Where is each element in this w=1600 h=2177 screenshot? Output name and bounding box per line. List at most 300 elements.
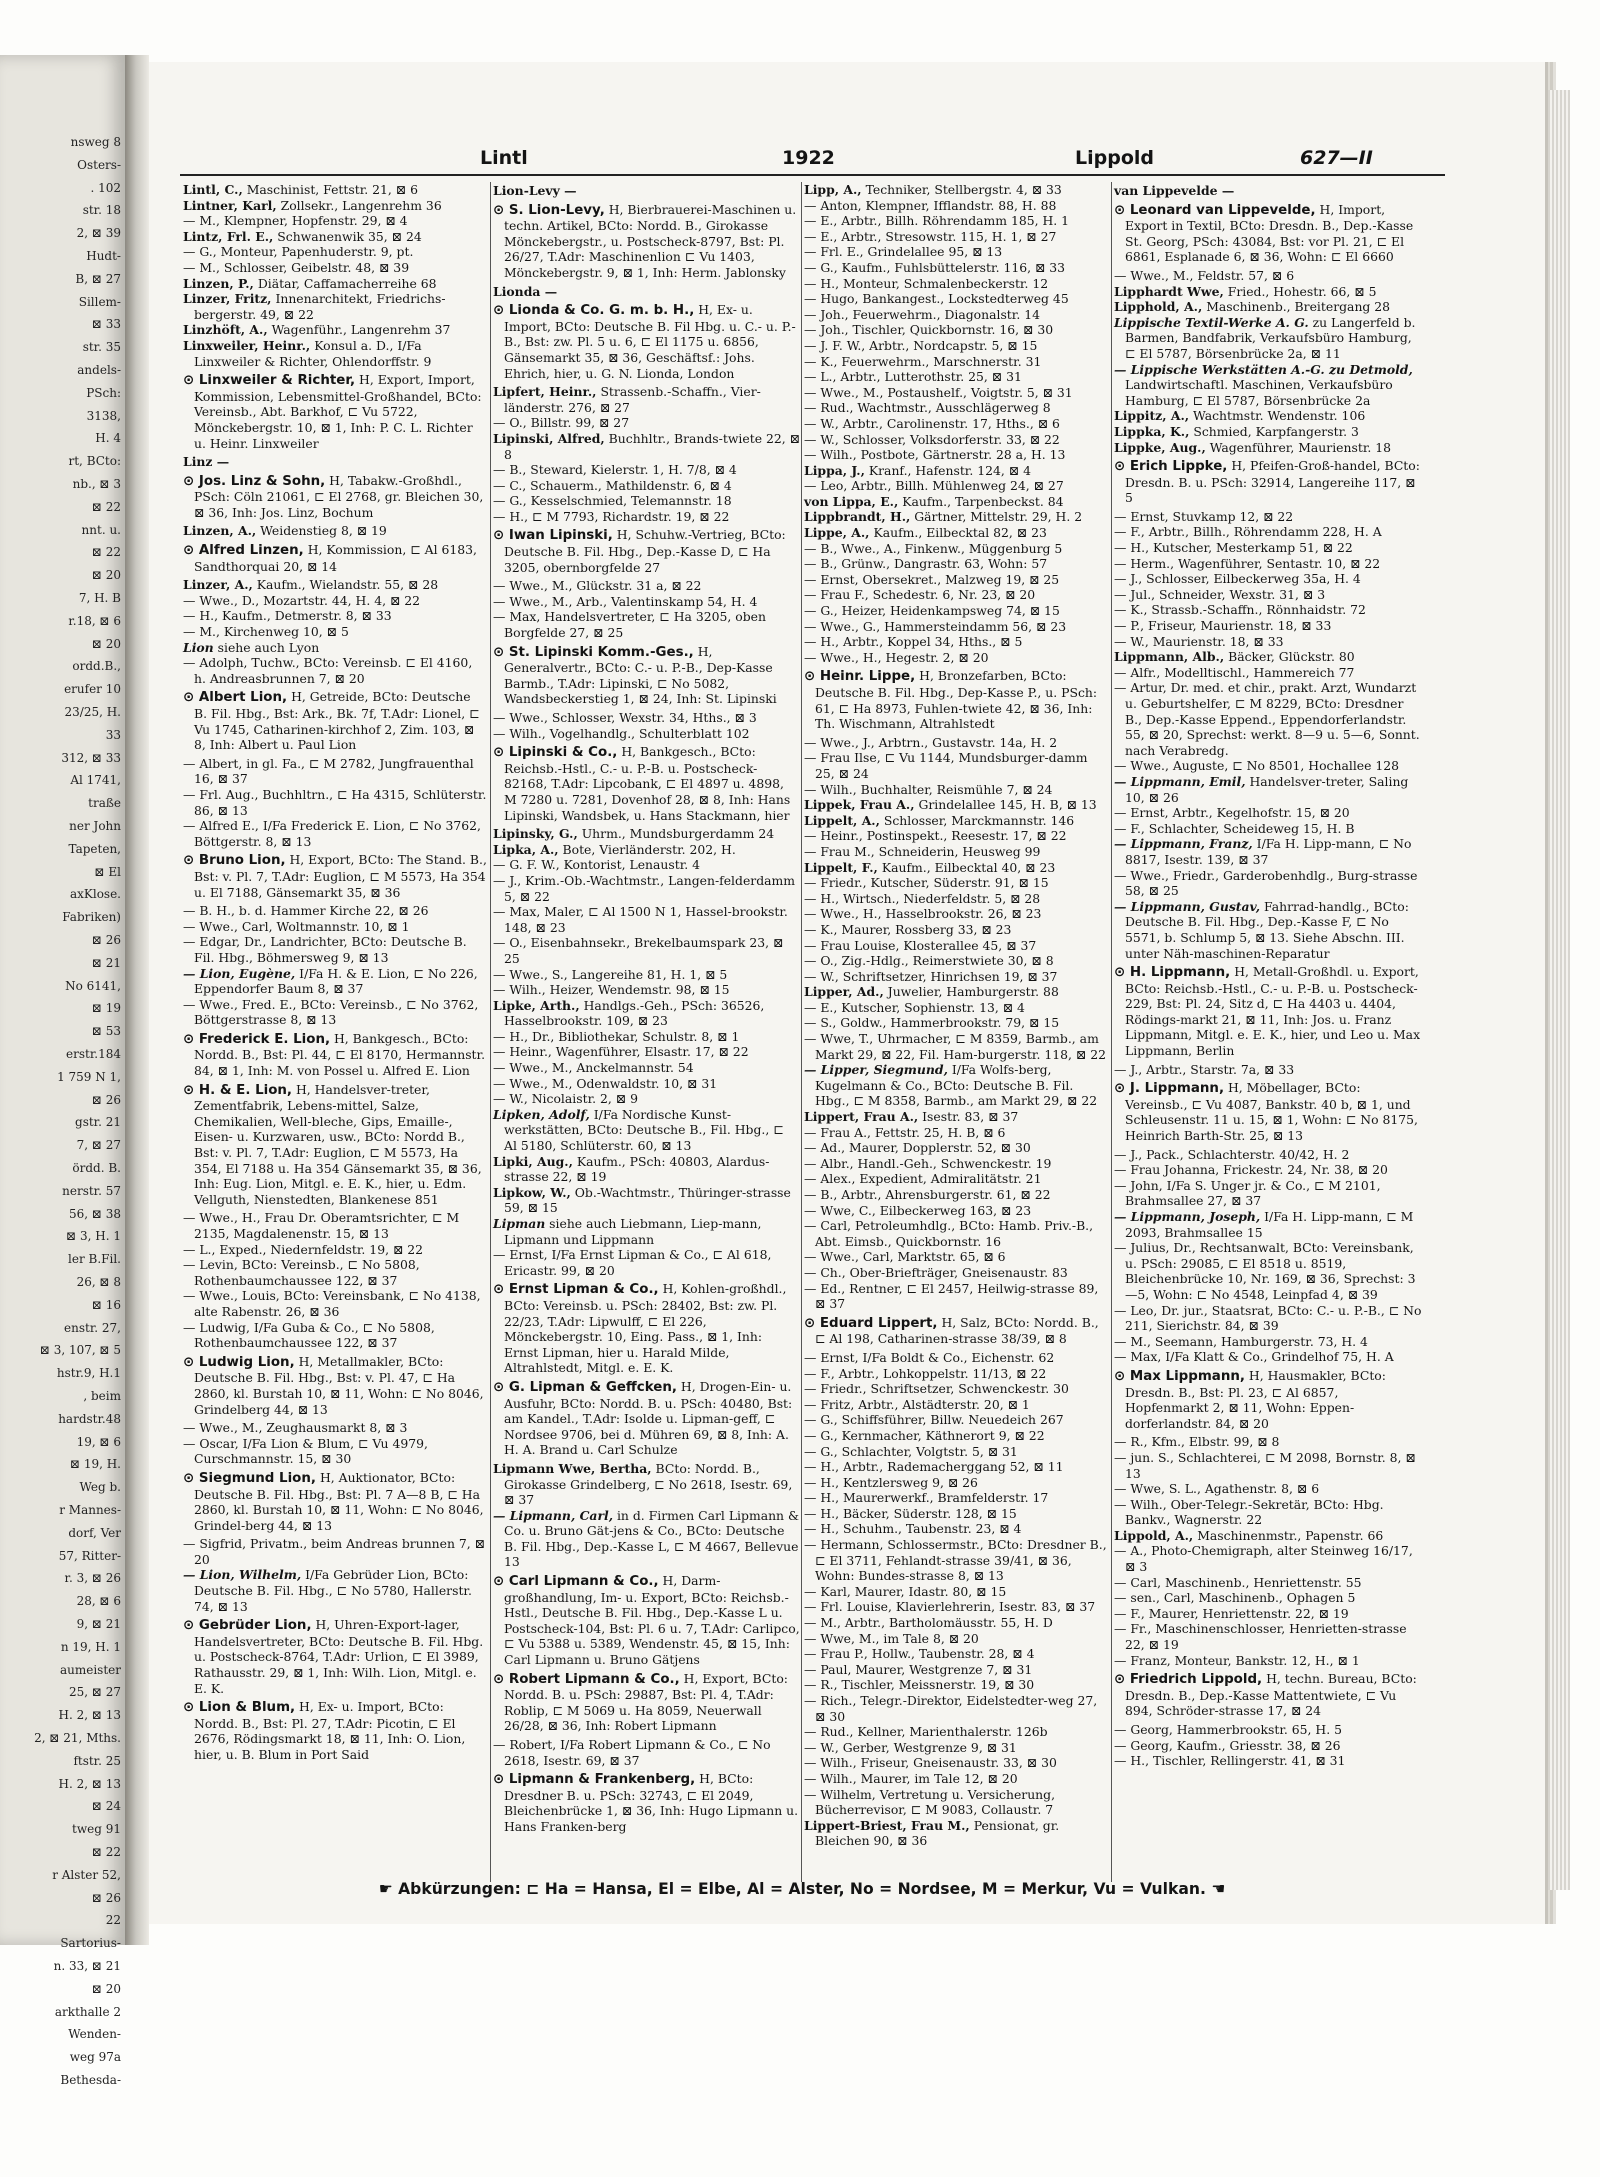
- directory-entry: [804, 922, 1111, 938]
- entry-details: — W., Maurienstr. 18, ⊠ 33: [1114, 633, 1284, 649]
- entry-name: ⊙ Siegmund Lion,: [183, 1470, 316, 1486]
- firm-entry: [493, 302, 800, 381]
- directory-entry: [804, 813, 1111, 829]
- directory-entry: [804, 1724, 1111, 1740]
- entry-name: Lippitz, A.,: [1114, 408, 1190, 424]
- directory-entry: [183, 756, 487, 787]
- firm-entry: [493, 202, 800, 281]
- directory-entry: [804, 556, 1111, 572]
- facing-text-fragment: 57, Ritter-: [58, 1548, 121, 1563]
- header-last-entry: Lippold: [1075, 147, 1154, 169]
- column-3: [804, 182, 1111, 1892]
- directory-entry: [493, 609, 800, 640]
- directory-entry: [183, 655, 487, 686]
- directory-entry: [1114, 805, 1424, 821]
- facing-text-fragment: ⊠ 21: [91, 955, 121, 970]
- entry-details: Schlosser, Marckmannstr. 146: [879, 812, 1075, 828]
- directory-entry: [1114, 602, 1424, 618]
- directory-entry: [804, 1412, 1111, 1428]
- directory-entry: [804, 447, 1111, 463]
- directory-entry: [804, 291, 1111, 307]
- entry-details: — Wwe., J., Arbtrn., Gustavstr. 14a, H. 2: [804, 734, 1058, 750]
- facing-text-fragment: hardstr.48: [58, 1411, 121, 1426]
- entry-details: Kranf., Hafenstr. 124, ⊠ 4: [864, 462, 1031, 478]
- entry-details: I/Fa H. & E. Lion, ⊏ No 226, Eppendorfer Baum 8, ⊠ 37: [194, 965, 478, 997]
- entry-details: — E., Arbtr., Billh. Röhrendamm 185, H. 1: [804, 213, 1070, 229]
- running-header: [160, 141, 1392, 175]
- entry-name: Linzen, P.,: [183, 275, 254, 291]
- directory-entry: [804, 198, 1111, 214]
- facing-text-fragment: Tapeten,: [68, 841, 121, 856]
- entry-name: Lippert, Frau A.,: [804, 1109, 919, 1125]
- facing-text-fragment: ler B.Fil.: [68, 1252, 121, 1267]
- entry-details: Grindelallee 145, H. B, ⊠ 13: [914, 797, 1097, 813]
- entry-details: — Wwe., Carl, Woltmannstr. 10, ⊠ 1: [183, 918, 410, 934]
- entry-details: — Ed., Rentner, ⊏ El 2457, Heilwig-strasse 89, ⊠ 37: [804, 1280, 1099, 1312]
- directory-entry: [493, 1216, 800, 1247]
- entry-name: — Lippmann, Emil,: [1114, 773, 1246, 789]
- entry-details: — Anton, Klempner, Ifflandstr. 88, H. 88: [804, 197, 1057, 213]
- entry-details: — F., Arbtr., Billh., Röhrendamm 228, H. A: [1114, 524, 1382, 540]
- directory-entry: [1114, 1209, 1424, 1240]
- entry-details: H, techn. Bureau, BCto: Dresdn. B., Dep.-Kasse Mattentwiete, ⊏ Vu 894, Schröder-strasse 17, ⊠ 24: [1125, 1671, 1417, 1719]
- directory-entry: [804, 385, 1111, 401]
- facing-text-fragment: No 6141,: [65, 978, 121, 993]
- entry-details: — K., Maurer, Rossberg 33, ⊠ 23: [804, 921, 1012, 937]
- entry-name: ⊙ St. Lipinski Komm.-Ges.,: [493, 644, 694, 660]
- entry-details: — H., Kentzlersweg 9, ⊠ 26: [804, 1474, 978, 1490]
- directory-entry: [1114, 1543, 1424, 1574]
- directory-entry: [804, 860, 1111, 876]
- entry-details: — M., Kirchenweg 10, ⊠ 5: [183, 624, 349, 640]
- entry-details: — Alex., Expedient, Admiralitätstr. 21: [804, 1171, 1042, 1187]
- directory-entry: [493, 1091, 800, 1107]
- directory-entry: [804, 432, 1111, 448]
- entry-name: Lipfert, Heinr.,: [493, 384, 597, 400]
- entry-details: — Herm., Wagenführer, Sentastr. 10, ⊠ 22: [1114, 555, 1381, 571]
- entry-details: — Wwe, C., Eilbeckerweg 163, ⊠ 23: [804, 1202, 1032, 1218]
- entry-details: Buchhltr., Brands-twiete 22, ⊠ 8: [504, 430, 801, 462]
- facing-text-fragment: 23/25, H.: [64, 705, 121, 719]
- facing-text-fragment: 1 759 N 1,: [57, 1069, 121, 1084]
- facing-text-fragment: r Mannes-: [59, 1503, 121, 1517]
- directory-entry: [804, 276, 1111, 292]
- directory-entry: [804, 1646, 1111, 1662]
- entry-details: — Wwe, T., Uhrmacher, ⊏ M 8359, Barmb., am Markt 29, ⊠ 22, Fil. Ham-burgerstr. 118, ⊠ 22: [804, 1031, 1106, 1062]
- directory-entry: [183, 1536, 487, 1567]
- entry-details: — B., Arbtr., Ahrensburgerstr. 61, ⊠ 22: [804, 1187, 1051, 1202]
- facing-text-fragment: ⊠ 3, 107, ⊠ 5: [39, 1343, 121, 1358]
- entry-name: ⊙ Max Lippmann,: [1114, 1368, 1245, 1384]
- facing-text-fragment: Osters-: [77, 157, 121, 172]
- entry-details: — B., Wwe., A., Finkenw., Müggenburg 5: [804, 540, 1063, 556]
- column-divider: [801, 182, 802, 1882]
- directory-entry: [804, 322, 1111, 338]
- facing-text-fragment: tweg 91: [72, 1822, 121, 1837]
- facing-text-fragment: str. 18: [82, 203, 121, 218]
- facing-text-fragment: nb., ⊠ 3: [72, 477, 121, 491]
- entry-details: I/Fa Nordische Kunst-werkstätten, BCto: Deutsche B., Fil. Hbg., ⊏ Al 5180, Schlüterstr. 60, ⊠ 13: [504, 1106, 784, 1154]
- entry-details: — Frau A., Fettstr. 25, H. B, ⊠ 6: [804, 1124, 1006, 1140]
- directory-entry: [1114, 1621, 1424, 1652]
- directory-entry: [804, 1366, 1111, 1382]
- entry-name: ⊙ Albert Lion,: [183, 690, 288, 706]
- directory-entry: [804, 938, 1111, 954]
- facing-text-fragment: enstr. 27,: [64, 1320, 121, 1335]
- entry-name: ⊙ H. Lippmann,: [1114, 965, 1231, 981]
- entry-name: ⊙ Lionda & Co. G. m. b. H.,: [493, 303, 695, 319]
- page-edges: [1548, 90, 1570, 1890]
- directory-entry: [183, 919, 487, 935]
- directory-entry: [183, 291, 487, 322]
- entry-details: Uhrm., Mundsburgerdamm 24: [577, 826, 775, 842]
- entry-details: Bäcker, Glückstr. 80: [1224, 649, 1355, 665]
- facing-text-fragment: str. 35: [82, 340, 121, 355]
- facing-text-fragment: ordd.B.,: [72, 659, 121, 674]
- pointing-hand-icon: ☛: [378, 1880, 399, 1898]
- entry-details: — M., Seemann, Hamburgerstr. 73, H. 4: [1114, 1333, 1368, 1349]
- directory-entry: [183, 577, 487, 593]
- directory-entry: [804, 782, 1111, 798]
- directory-entry: [183, 523, 487, 539]
- entry-details: — G., Kaufm., Fuhlsbüttelerstr. 116, ⊠ 33: [804, 259, 1066, 275]
- firm-entry: [493, 1379, 800, 1458]
- directory-entry: [804, 213, 1111, 229]
- entry-details: H, Hausmakler, BCto: Dresdn. B., Bst: Pl. 23, ⊏ Al 6857, Hopfenmarkt 2, ⊠ 11, Wohn: Eppen-dorferlandstr. 84, ⊠ 20: [1125, 1367, 1386, 1431]
- directory-entry: [804, 1740, 1111, 1756]
- firm-entry: [1114, 1671, 1424, 1719]
- entry-details: — Artur, Dr. med. et chir., prakt. Arzt, Wundarzt u. Geburtshelfer, ⊏ M 8229, BCto: Dresdner B., Dep.-Kasse Eppend., Eppendorferlandstr. 55, ⊠ 20, Sprechst: werkt. 8—9 u. 5—6, Sonnt. nach Verabredg.: [1114, 680, 1420, 758]
- firm-entry: [183, 473, 487, 521]
- facing-text-fragment: . 102: [90, 180, 121, 195]
- facing-text-fragment: ⊠ 19: [91, 1001, 121, 1016]
- entry-details: H, Export, BCto: The Stand. B., Bst: v. Pl. 7, T.Adr: Euglion, ⊏ M 5573, Ha 354 u. El 7188, Gänsemarkt 35, ⊠ 36: [194, 852, 487, 900]
- entry-details: Techniker, Stellbergstr. 4, ⊠ 33: [861, 182, 1062, 197]
- entry-name: ⊙ G. Lipman & Geffcken,: [493, 1379, 677, 1395]
- directory-entry: [1114, 774, 1424, 805]
- directory-entry: [1114, 1062, 1424, 1078]
- directory-entry: [183, 244, 487, 260]
- directory-entry: [804, 1109, 1111, 1125]
- directory-entry: [183, 229, 487, 245]
- entry-details: — B., Steward, Kielerstr. 1, H. 7/8, ⊠ 4: [493, 462, 737, 478]
- firm-entry: [1114, 458, 1424, 506]
- entry-details: — H., Dr., Bibliothekar, Schulstr. 8, ⊠ 1: [493, 1028, 740, 1044]
- directory-entry: [804, 1249, 1111, 1265]
- facing-text-fragment: n. 33, ⊠ 21: [53, 1959, 121, 1973]
- entry-details: — Karl, Maurer, Idastr. 80, ⊠ 15: [804, 1583, 1007, 1599]
- directory-entry: [493, 1737, 800, 1768]
- entry-details: — Wwe., M., Feldstr. 57, ⊠ 6: [1114, 267, 1295, 283]
- entry-details: — G., Monteur, Papenhuderstr. 9, pt.: [183, 244, 414, 260]
- entry-details: — Ch., Ober-Briefträger, Gneisenaustr. 83: [804, 1264, 1068, 1280]
- entry-name: ⊙ Lion & Blum,: [183, 1700, 296, 1716]
- facing-text-fragment: Sillem-: [78, 294, 121, 309]
- directory-entry: [804, 1693, 1111, 1724]
- directory-entry: [804, 953, 1111, 969]
- directory-entry: [1114, 1162, 1424, 1178]
- directory-entry: [493, 904, 800, 935]
- facing-text-fragment: ⊠ El: [94, 864, 121, 879]
- directory-entry: [804, 1615, 1111, 1631]
- facing-text-fragment: ⊠ 22: [91, 1845, 121, 1859]
- directory-entry: [493, 1044, 800, 1060]
- entry-name: ⊙ Jos. Linz & Sohn,: [183, 473, 326, 489]
- directory-entry: [1114, 1450, 1424, 1481]
- entry-details: Handelsver-treter, Saling 10, ⊠ 26: [1125, 773, 1409, 805]
- facing-text-fragment: ⊠ 26: [91, 933, 121, 947]
- entry-details: — Frau Johanna, Frickestr. 24, Nr. 38, ⊠ 20: [1114, 1162, 1388, 1178]
- facing-text-fragment: n 19, H. 1: [60, 1639, 121, 1654]
- entry-details: — H., Monteur, Schmalenbeckerstr. 12: [804, 275, 1049, 291]
- facing-text-fragment: ⊠ 19, H.: [69, 1457, 121, 1472]
- entry-details: Konsul a. D., I/Fa Linxweiler & Richter, Ohlendorffstr. 9: [194, 337, 432, 369]
- entry-details: — Carl, Maschinenb., Henriettenstr. 55: [1114, 1574, 1362, 1590]
- entry-name: Lipper, Ad.,: [804, 984, 884, 1000]
- entry-details: H, Export, BCto: Nordd. B. u. PSch: 29887, Bst: Pl. 4, T.Adr: Roblip, ⊏ M 5069 u. Ha 8059, Neuerwall 26/28, ⊠ 36, Inh: Robert Lipmann: [504, 1670, 788, 1734]
- directory-entry: [804, 1015, 1111, 1031]
- firm-entry: [183, 689, 487, 752]
- firm-entry: [183, 372, 487, 451]
- entry-details: H, Salz, BCto: Nordd. B., ⊏ Al 198, Catharinen-strasse 38/39, ⊠ 8: [815, 1314, 1099, 1347]
- firm-entry: [493, 527, 800, 575]
- directory-entry: [804, 750, 1111, 781]
- directory-entry: [493, 1247, 800, 1278]
- entry-details: — W., Schriftsetzer, Hinrichsen 19, ⊠ 37: [804, 968, 1058, 984]
- book-gutter: [125, 55, 149, 1945]
- entry-name: Lippold, A.,: [1114, 1527, 1194, 1543]
- entry-name: — Lippmann, Joseph,: [1114, 1209, 1261, 1224]
- entry-name: Lipman: [493, 1216, 546, 1231]
- entry-details: — Wwe., M., Postaushelf., Voigtstr. 5, ⊠ 31: [804, 384, 1073, 400]
- facing-text-fragment: 22: [105, 1913, 121, 1928]
- entry-details: Juwelier, Hamburgerstr. 88: [883, 984, 1059, 1000]
- entry-details: — Wwe, M., im Tale 8, ⊠ 20: [804, 1630, 979, 1646]
- entry-details: Maschinenb., Breitergang 28: [1202, 299, 1391, 315]
- entry-details: siehe auch Liebmann, Liep-mann, Lipmann und Lippmann: [504, 1216, 762, 1247]
- directory-entry: [804, 369, 1111, 385]
- entry-details: — Wwe., H., Hasselbrookstr. 26, ⊠ 23: [804, 906, 1042, 922]
- entry-details: — Heinr., Wagenführer, Elsastr. 17, ⊠ 22: [493, 1044, 749, 1060]
- entry-details: — Albert, in gl. Fa., ⊏ M 2782, Jungfrauenthal 16, ⊠ 37: [183, 755, 474, 787]
- entry-details: Wagenführ., Langenrehm 37: [267, 322, 451, 338]
- entry-details: zu Langerfeld b. Barmen, Bandfabrik, Verkaufsbüro Hamburg, ⊏ El 5787, Börsenbrücke 2a, ⊠ 11: [1125, 314, 1416, 361]
- facing-text-fragment: 2, ⊠ 21, Mths.: [34, 1731, 121, 1745]
- entry-details: — Paul, Maurer, Westgrenze 7, ⊠ 31: [804, 1661, 1033, 1677]
- column-divider: [1111, 182, 1112, 1882]
- directory-entry: [1114, 868, 1424, 899]
- entry-details: — B. H., b. d. Hammer Kirche 22, ⊠ 26: [183, 903, 429, 919]
- entry-details: — W., Gerber, Westgrenze 9, ⊠ 31: [804, 1739, 1017, 1755]
- directory-entry: [493, 1107, 800, 1154]
- facing-text-fragment: r.18, ⊠ 6: [68, 613, 121, 628]
- directory-entry: [493, 826, 800, 842]
- entry-details: — Frl. E., Grindelallee 95, ⊠ 13: [804, 244, 1003, 260]
- entry-details: — Leo, Dr. jur., Staatsrat, BCto: C.- u. P.-B., ⊏ No 211, Sierichstr. 84, ⊠ 39: [1114, 1302, 1422, 1334]
- facing-text-fragment: 26, ⊠ 8: [76, 1275, 121, 1289]
- entry-details: — Ludwig, I/Fa Guba & Co., ⊏ No 5808, Rothenbaumchaussee 122, ⊠ 37: [183, 1319, 435, 1351]
- entry-name: Lippelt, F.,: [804, 859, 878, 875]
- entry-name: Lippische Textil-Werke A. G.: [1114, 314, 1309, 330]
- directory-entry: [183, 338, 487, 369]
- entry-details: Weidenstieg 8, ⊠ 19: [256, 523, 387, 539]
- facing-text-fragment: ⊠ 33: [91, 317, 121, 332]
- entry-name: ⊙ Ernst Lipman & Co.,: [493, 1282, 659, 1298]
- entry-details: — Wwe., G., Hammersteindamm 56, ⊠ 23: [804, 618, 1067, 634]
- directory-entry: [804, 1140, 1111, 1156]
- directory-entry: [1114, 1653, 1424, 1669]
- entry-details: — H., Kutscher, Mesterkamp 51, ⊠ 22: [1114, 540, 1353, 556]
- directory-entry: [493, 873, 800, 904]
- entry-details: H, Drogen-Ein- u. Ausfuhr, BCto: Nordd. B. u. PSch: 40480, Bst: am Kandel., T.Adr: Isolde u. Lipman-geff, ⊏ Nordsee 9706, bei d. Mühren 69, ⊠ 8, Inh: A. H. A. Brand u. Carl Schulze: [504, 1378, 793, 1458]
- facing-text-fragment: 25, ⊠ 27: [68, 1685, 121, 1700]
- entry-details: Wachtmstr. Wendenstr. 106: [1189, 408, 1366, 424]
- entry-details: — K., Strassb.-Schaffn., Rönnhaidstr. 72: [1114, 602, 1366, 618]
- directory-entry: [1114, 1753, 1424, 1769]
- group-heading: [183, 454, 487, 470]
- directory-entry: [1114, 284, 1424, 300]
- directory-entry: [804, 1677, 1111, 1693]
- entry-details: I/Fa H. Lipp-mann, ⊏ M 2093, Brahmsallee 15: [1125, 1209, 1414, 1240]
- entry-details: — Wilh., Vogelhandlg., Schulterblatt 102: [493, 725, 750, 741]
- entry-details: Bote, Vierländerstr. 202, H.: [558, 841, 736, 857]
- entry-name: Lipinski, Alfred,: [493, 430, 605, 446]
- facing-text-fragment: Wenden-: [68, 2027, 121, 2042]
- directory-entry: [804, 1662, 1111, 1678]
- entry-details: — Wwe., Fred. E., BCto: Vereinsb., ⊏ No 3762, Böttgerstrasse 8, ⊠ 13: [183, 996, 479, 1028]
- directory-entry: [1114, 634, 1424, 650]
- directory-entry: [183, 787, 487, 818]
- entry-details: — Alfr., Modelltischl., Hammereich 77: [1114, 664, 1355, 680]
- entry-name: Lippe, A.,: [804, 525, 870, 541]
- firm-entry: [1114, 964, 1424, 1059]
- facing-text-fragment: Bethesda-: [60, 2073, 121, 2087]
- directory-entry: [804, 1459, 1111, 1475]
- facing-text-fragment: 7, ⊠ 27: [76, 1138, 121, 1153]
- entry-details: — Frl. Aug., Buchhltrn., ⊏ Ha 4315, Schlüterstr. 86, ⊠ 13: [183, 786, 487, 818]
- directory-entry: [493, 493, 800, 509]
- entry-details: — Georg, Hammerbrookstr. 65, H. 5: [1114, 1722, 1342, 1737]
- entry-details: — Fr., Maschinenschlosser, Henrietten-strasse 22, ⊠ 19: [1114, 1621, 1407, 1653]
- directory-entry: [804, 1062, 1111, 1109]
- entry-name: ⊙ Linxweiler & Richter,: [183, 373, 356, 389]
- directory-entry: [183, 997, 487, 1028]
- directory-entry: [1114, 315, 1424, 362]
- entry-details: — Georg, Kaufm., Griesstr. 38, ⊠ 26: [1114, 1737, 1341, 1753]
- facing-text-fragment: H. 4: [95, 431, 121, 446]
- entry-details: — Frl. Louise, Klavierlehrerin, Isestr. 83, ⊠ 37: [804, 1599, 1096, 1615]
- entry-details: — Levin, BCto: Vereinsb., ⊏ No 5808, Rothenbaumchaussee 122, ⊠ 37: [183, 1257, 420, 1288]
- facing-text-fragment: 312, ⊠ 33: [61, 750, 121, 765]
- facing-text-fragment: Al 1741,: [70, 773, 121, 788]
- entry-details: — S., Goldw., Hammerbrookstr. 79, ⊠ 15: [804, 1015, 1060, 1031]
- directory-entry: [1114, 1606, 1424, 1622]
- entry-details: — Frau P., Hollw., Taubenstr. 28, ⊠ 4: [804, 1646, 1035, 1662]
- entry-details: — Wwe., M., Anckelmannstr. 54: [493, 1060, 694, 1076]
- entry-details: H, Getreide, BCto: Deutsche B. Fil. Hbg., Bst: Ark., Bk. 7f, T.Adr: Lionel, ⊏ Vu 1745, Catharinen-kirchhof 2, Zim. 103, ⊠ 8, Inh: Albert u. Paul Lion: [194, 689, 480, 753]
- entry-details: — Ernst, Stuvkamp 12, ⊠ 22: [1114, 508, 1294, 524]
- directory-entry: [183, 1567, 487, 1614]
- directory-entry: [804, 1475, 1111, 1491]
- entry-details: — Jul., Schneider, Wexstr. 31, ⊠ 3: [1114, 586, 1326, 602]
- directory-entry: [1114, 1481, 1424, 1497]
- entry-name: ⊙ Iwan Lipinski,: [493, 528, 613, 544]
- facing-text-fragment: ⊠ 26: [91, 1890, 121, 1905]
- entry-name: Lipki, Aug.,: [493, 1153, 573, 1169]
- directory-entry: [804, 1031, 1111, 1062]
- directory-entry: [493, 578, 800, 594]
- directory-entry: [493, 1060, 800, 1076]
- directory-entry: [804, 416, 1111, 432]
- entry-details: Wagenführer, Maurienstr. 18: [1205, 439, 1392, 455]
- entry-details: H, Ex- u. Import, BCto: Deutsche B. Fil Hbg. u. C.- u. P.-B., Bst: zw. Pl. 5 u. 6, ⊏ El 1175 u. 6856, Gänsemarkt 35, ⊠ 36, Geschäftsf.: Johs. Ehrich, hier, u. G. N. Lionda, London: [504, 302, 796, 381]
- directory-entry: [804, 603, 1111, 619]
- entry-details: — O., Eisenbahnsekr., Brekelbaumspark 23, ⊠ 25: [493, 935, 784, 966]
- directory-entry: [183, 1320, 487, 1351]
- facing-text-fragment: ⊠ 22: [91, 545, 121, 560]
- entry-details: — Wwe., M., Zeughausmarkt 8, ⊠ 3: [183, 1420, 408, 1436]
- entry-details: — Robert, I/Fa Robert Lipmann & Co., ⊏ No 2618, Isestr. 69, ⊠ 37: [493, 1737, 771, 1768]
- firm-entry: [493, 1771, 800, 1834]
- facing-text-fragment: ⊠ 20: [91, 636, 121, 651]
- directory-entry: [1114, 1178, 1424, 1209]
- entry-name: ⊙ H. & E. Lion,: [183, 1082, 293, 1098]
- entry-name: ⊙ S. Lion-Levy,: [493, 202, 605, 218]
- entry-details: — Frau M., Schneiderin, Heusweg 99: [804, 843, 1041, 859]
- directory-entry: [804, 891, 1111, 907]
- facing-text-fragment: ⊠ 26: [91, 1092, 121, 1107]
- directory-entry: [493, 982, 800, 998]
- directory-entry: [1114, 1590, 1424, 1606]
- entry-name: ⊙ Erich Lippke,: [1114, 459, 1228, 475]
- directory-entry: [804, 1156, 1111, 1172]
- entry-details: — Wwe, S. L., Agathenstr. 8, ⊠ 6: [1114, 1481, 1320, 1497]
- entry-details: — Wwe., H., Frau Dr. Oberamtsrichter, ⊏ M 2135, Magdalenenstr. 15, ⊠ 13: [183, 1210, 460, 1241]
- directory-entry: [1114, 1303, 1424, 1334]
- entry-name: ⊙ Ludwig Lion,: [183, 1354, 295, 1370]
- directory-entry: [804, 797, 1111, 813]
- entry-details: Kaufm., Eilbecktal 40, ⊠ 23: [877, 859, 1056, 875]
- directory-entry: [493, 1154, 800, 1185]
- entry-details: — Friedr., Schriftsetzer, Schwenckestr. 30: [804, 1381, 1069, 1397]
- entry-name: Linzer, Fritz,: [183, 291, 272, 307]
- directory-entry: [1114, 821, 1424, 837]
- entry-details: Kaufm., Wielandstr. 55, ⊠ 28: [252, 577, 439, 593]
- entry-name: ⊙ Robert Lipmann & Co.,: [493, 1671, 680, 1687]
- entry-details: — R., Kfm., Elbstr. 99, ⊠ 8: [1114, 1434, 1280, 1450]
- entry-details: — G., Heizer, Heidenkampsweg 74, ⊠ 15: [804, 603, 1060, 619]
- entry-details: — J., Schlosser, Eilbeckerweg 35a, H. 4: [1114, 571, 1361, 587]
- firm-entry: [183, 1699, 487, 1762]
- entry-name: Lippke, Aug.,: [1114, 439, 1206, 455]
- directory-entry: [493, 857, 800, 873]
- entry-details: — H., Arbtr., Rademacherggang 52, ⊠ 11: [804, 1459, 1064, 1475]
- entry-name: Lipphardt Wwe,: [1114, 283, 1224, 299]
- directory-entry: [1114, 1434, 1424, 1450]
- entry-details: H, Bankgesch., BCto: Reichsb.-Hstl., C.- u. P.-B. u. Postscheck-82168, T.Adr: Lipcobank, ⊏ El 4897 u. 4898, M 7280 u. 7281, Dovenhof 28, ⊠ 8, Inh: Hans Lipinski, Wandsbek, u. Hans Stackmann, hier: [504, 744, 791, 823]
- entry-details: — Wwe., Auguste, ⊏ No 8501, Hochallee 128: [1114, 758, 1400, 774]
- entry-details: — Max, Maler, ⊏ Al 1500 N 1, Hassel-brookstr. 148, ⊠ 23: [493, 904, 788, 935]
- directory-entry: [183, 1257, 487, 1288]
- facing-text-fragment: nsweg 8: [70, 135, 121, 149]
- entry-details: — Leo, Arbtr., Billh. Mühlenweg 24, ⊠ 27: [804, 478, 1064, 494]
- entry-name: — Lion, Wilhelm,: [183, 1567, 302, 1583]
- facing-text-fragment: B, ⊠ 27: [75, 271, 121, 286]
- directory-entry: [804, 1381, 1111, 1397]
- directory-entry: [1114, 440, 1424, 456]
- entry-name: Lipka, A.,: [493, 841, 559, 857]
- directory-entry: [804, 1599, 1111, 1615]
